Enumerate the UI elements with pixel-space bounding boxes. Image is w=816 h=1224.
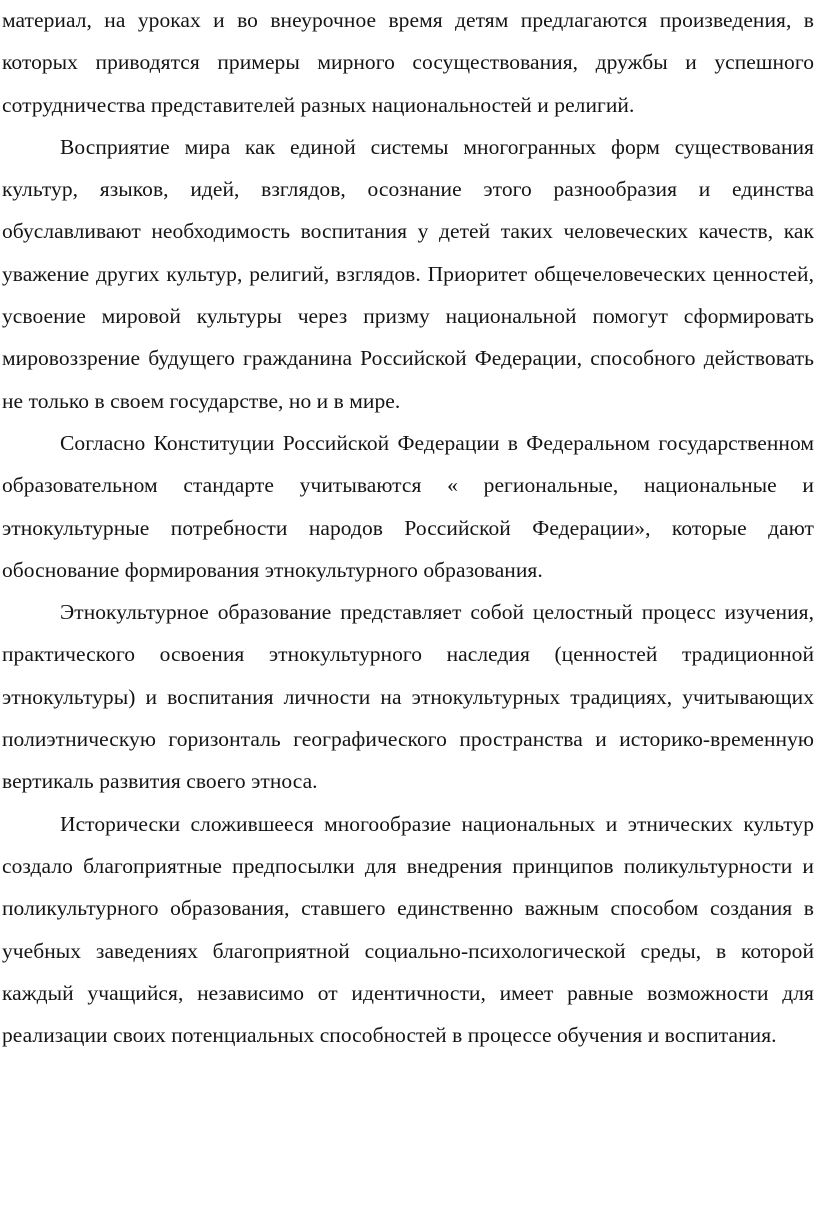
paragraph-3: Согласно Конституции Российской Федерации в Федеральном государственном образовательном стандарте учитываются « региональные, национальные и этнокультурные потребности народов Российской Федерации», которые дают обоснование формирования этнокультурного образования. <box>2 430 814 582</box>
paragraph-5: Исторически сложившееся многообразие национальных и этнических культур создало благоприятные предпосылки для внедрения принципов поликультурности и поликультурного образования, ставшего единственно важным способом создания в учебных заведениях благоприятной социально-психологической среды, в которой каждый учащийся, независимо от идентичности, имеет равные возможности для реализации своих потенциальных способностей в процессе обучения и воспитания. <box>2 811 814 1048</box>
paragraph-1: материал, на уроках и во внеурочное время детям предлагаются произведения, в которых приводятся примеры мирного сосуществования, дружбы и успешного сотрудничества представителей разных национальностей и религий. <box>2 8 814 117</box>
paragraph-4: Этнокультурное образование представляет собой целостный процесс изучения, практического освоения этнокультурного наследия (ценностей традиционной этнокультуры) и воспитания личности на этнокультурных традициях, учитывающих полиэтническую горизонталь географического пространства и историко-временную вертикаль развития своего этноса. <box>2 600 814 794</box>
document-body <box>2 0 814 1056</box>
paragraph-2: Восприятие мира как единой системы многогранных форм существования культур, языков, идей, взглядов, осознание этого разнообразия и единства обуславливают необходимость воспитания у детей таких человеческих качеств, как уважение других культур, религий, взглядов. Приоритет общечеловеческих ценностей, усвоение мировой культуры через призму национальной помогут сформировать мировоззрение будущего гражданина Российской Федерации, способного действовать не только в своем государстве, но и в мире. <box>2 134 814 413</box>
